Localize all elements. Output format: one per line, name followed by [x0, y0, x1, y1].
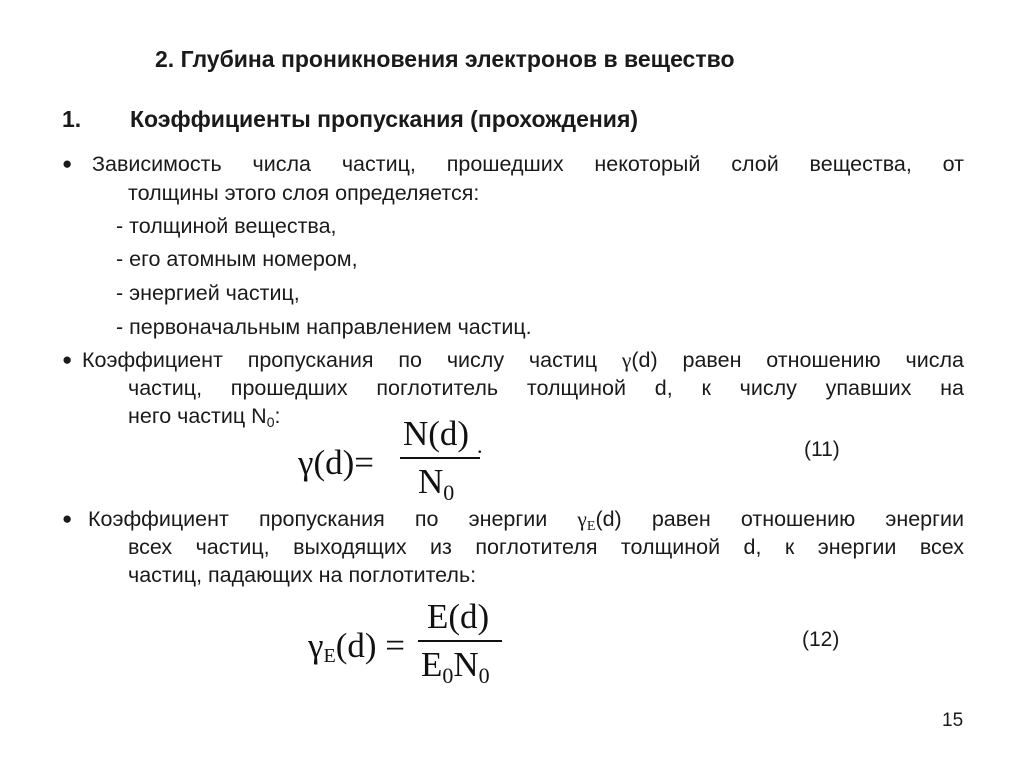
- formula12-numerator: E(d): [427, 597, 490, 636]
- subscript: 0: [266, 414, 275, 430]
- list-item: - его атомным номером,: [116, 247, 358, 271]
- gamma: γ: [577, 507, 587, 531]
- formula12-denominator: [421, 645, 490, 689]
- bullet-marker: ●: [62, 509, 73, 528]
- bullet3-line3: частиц, падающих на поглотитель:: [128, 563, 477, 587]
- bullet3-line1-text-b: (d) равен отношению энергии: [595, 507, 964, 531]
- gamma: γ: [308, 626, 324, 665]
- formula11-dot: .: [477, 433, 483, 458]
- gamma-subscript: E: [586, 519, 596, 534]
- bullet-marker: ●: [62, 350, 73, 369]
- formula11-lhs: γ(d)=: [298, 443, 375, 482]
- bullet2-line2: частиц, прошедших поглотитель толщиной d, к числу упавших на: [128, 376, 964, 400]
- bullet1-line1: Зависимость числа частиц, прошедших некоторый слой вещества, от: [92, 152, 964, 176]
- bullet2-line1: [82, 346, 964, 375]
- formula11-numerator: N(d): [403, 414, 470, 453]
- gamma-subscript: E: [323, 645, 336, 667]
- den-n: N: [453, 645, 479, 684]
- formula11-denominator: [418, 462, 454, 506]
- bullet3-line2: всех частиц, выходящих из поглотителя толщиной d, к энергии всех: [128, 535, 964, 559]
- section-title: Коэффициенты пропускания (прохождения): [130, 106, 639, 132]
- bullet2-line3: [128, 402, 281, 437]
- list-item: - энергией частиц,: [116, 281, 300, 305]
- page-number: 15: [942, 710, 964, 731]
- gamma-symbol: [577, 507, 596, 534]
- formula12-lhs: [308, 626, 405, 668]
- fraction-bar: [400, 457, 480, 459]
- den-n-sub: 0: [478, 663, 490, 688]
- bullet2-line1-text-a: Коэффициент пропускания по числу частиц: [82, 348, 598, 372]
- den-main: N: [418, 462, 444, 501]
- lhs-rest: (d) =: [335, 626, 405, 665]
- den-e-sub: 0: [442, 663, 454, 688]
- equation-number-12: (12): [802, 628, 840, 651]
- equation-number-11: (11): [804, 438, 840, 461]
- bullet3-line1-text-a: Коэффициент пропускания по энергии: [88, 507, 548, 531]
- section-number: 1.: [62, 106, 82, 132]
- den-e: E: [421, 645, 443, 684]
- bullet-marker: ●: [62, 154, 73, 173]
- bullet2-line3-text: него частиц N: [128, 404, 267, 428]
- list-item: - первоначальным направлением частиц.: [116, 315, 532, 339]
- bullet1-line2: толщины этого слоя определяется:: [128, 181, 480, 205]
- gamma-symbol: γ: [621, 348, 632, 372]
- slide-title: 2. Глубина проникновения электронов в вещество: [155, 46, 735, 72]
- den-sub: 0: [443, 480, 455, 505]
- fraction-bar: [418, 640, 502, 642]
- bullet2-line1-text-b: (d) равен отношению числа: [631, 348, 964, 372]
- colon: :: [274, 404, 281, 428]
- list-item: - толщиной вещества,: [116, 214, 337, 238]
